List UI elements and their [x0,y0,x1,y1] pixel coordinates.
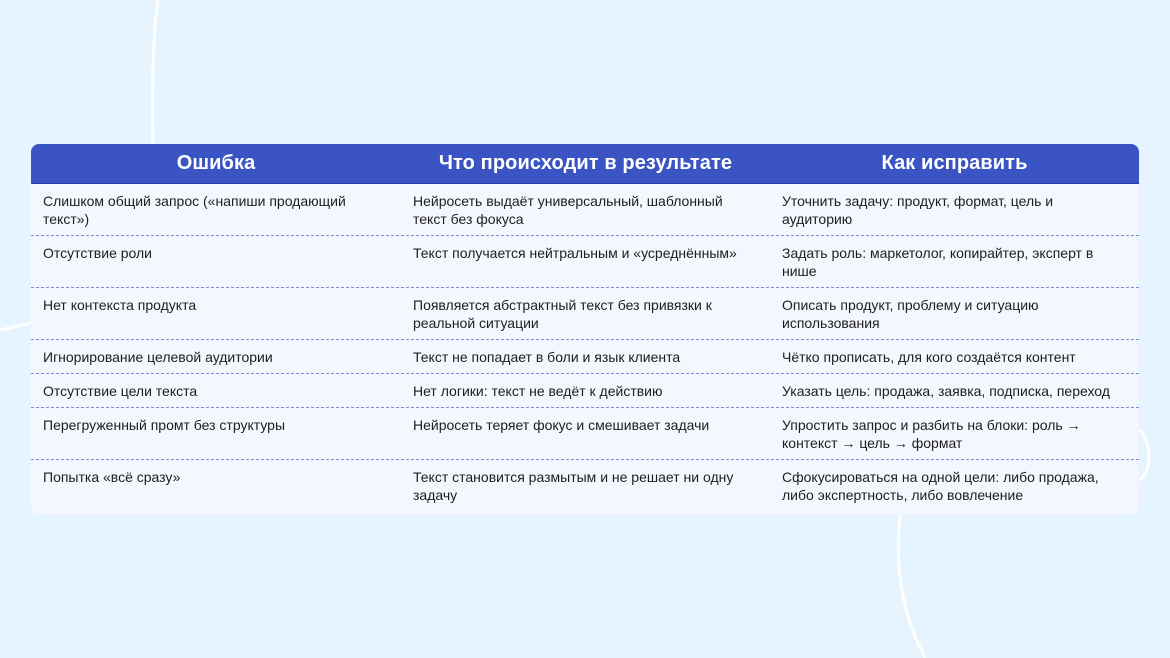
cell-result: Нет логики: текст не ведёт к действию [413,383,663,399]
cell-result: Нейросеть выдаёт универсальный, шаблонный текст без фокуса [413,193,723,227]
table-row [31,340,1139,374]
cell-error: Игнорирование целевой аудитории [43,349,273,365]
table-row [31,374,1139,408]
table-row [31,288,1139,340]
cell-fix: Описать продукт, проблему и ситуацию использования [782,297,1039,331]
cell-fix: Упростить запрос и разбить на блоки: роль → контекст → цель → формат [782,417,1081,451]
mistakes-table [31,144,1139,514]
cell-error: Отсутствие роли [43,245,152,261]
cell-fix: Сфокусироваться на одной цели: либо продажа, либо экспертность, либо вовлечение [782,469,1099,503]
table-row [31,460,1139,513]
cell-fix: Уточнить задачу: продукт, формат, цель и аудиторию [782,193,1054,227]
table-row [31,184,1139,236]
header-result: Что происходит в результате [438,152,733,174]
table-header [31,144,1139,184]
cell-result: Нейросеть теряет фокус и смешивает задачи [413,417,710,433]
table-row [31,236,1139,288]
table-row [31,408,1139,460]
header-fix: Как исправить [881,152,1028,174]
cell-result: Текст не попадает в боли и язык клиента [413,349,681,365]
cell-error: Нет контекста продукта [43,297,197,313]
cell-error: Слишком общий запрос («напиши продающий текст») [43,193,346,227]
header-error: Ошибка [176,152,256,174]
cell-fix: Чётко прописать, для кого создаётся контент [782,349,1076,365]
cell-fix: Указать цель: продажа, заявка, подписка, переход [782,383,1110,399]
cell-result: Текст получается нейтральным и «усреднённым» [413,245,737,261]
cell-error: Отсутствие цели текста [43,383,198,399]
cell-result: Текст становится размытым и не решает ни одну задачу [413,469,734,503]
cell-fix: Задать роль: маркетолог, копирайтер, эксперт в нише [782,245,1094,279]
cell-error: Перегруженный промт без структуры [43,417,286,433]
cell-result: Появляется абстрактный текст без привязки к реальной ситуации [413,297,712,331]
cell-error: Попытка «всё сразу» [43,469,181,485]
